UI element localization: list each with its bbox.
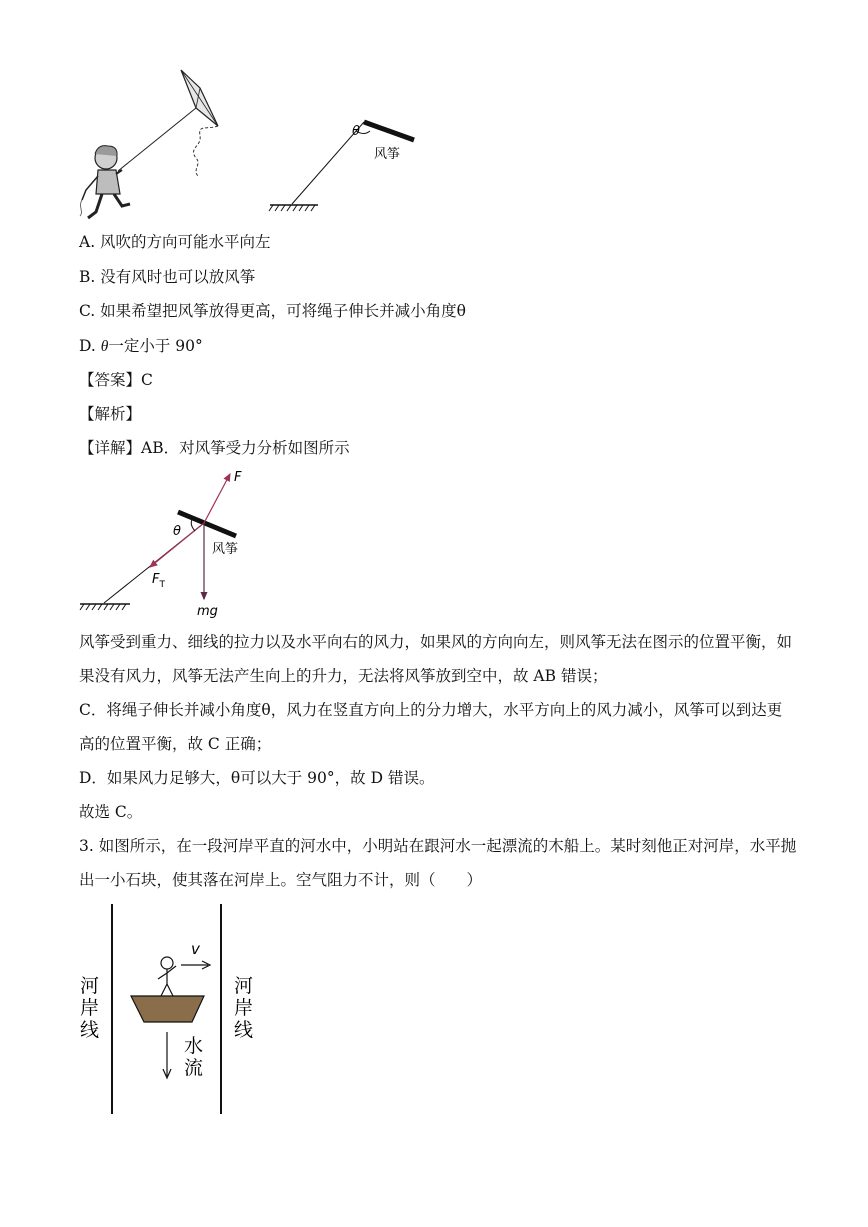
- flow-char-1: 水: [184, 1035, 204, 1057]
- force-diagram: [74, 465, 274, 625]
- label-FT: [152, 572, 165, 590]
- answer: 【答案】C: [79, 371, 153, 389]
- explanation-p2-line2: 高的位置平衡，故 C 正确；: [79, 735, 272, 753]
- river-figure: [74, 902, 274, 1118]
- kite-label: 风筝: [374, 147, 401, 162]
- velocity-label: v: [191, 940, 200, 958]
- question3-line1: 3. 如图所示，在一段河岸平直的河水中，小明站在跟河水一起漂流的木船上。某时刻他正对河岸，水平抛: [79, 837, 797, 855]
- left-bank-char-3: 线: [80, 1019, 100, 1041]
- label-kite: 风筝: [212, 542, 239, 557]
- explanation-p1-line1: 风筝受到重力、细线的拉力以及水平向右的风力，如果风的方向向左，则风筝无法在图示的位置平衡，如: [79, 633, 793, 651]
- question3-line2: 出一小石块，使其落在河岸上。空气阻力不计，则（ ）: [79, 871, 483, 889]
- boat: [131, 996, 204, 1022]
- left-bank-char-2: 岸: [80, 997, 100, 1019]
- explanation-p3: D．如果风力足够大，θ可以大于 90°，故 D 错误。: [79, 769, 435, 787]
- kite-boy-illustration: [78, 66, 228, 226]
- label-FT-sub: T: [159, 580, 165, 590]
- label-mg: mg: [197, 604, 218, 619]
- option-c: C. 如果希望把风筝放得更高，可将绳子伸长并减小角度θ: [79, 302, 466, 320]
- right-bank-char-3: 线: [234, 1019, 254, 1041]
- option-d-theta: θ: [100, 338, 109, 355]
- theta-label: θ: [352, 124, 360, 139]
- explanation-p2-line1: C．将绳子伸长并减小角度θ，风力在竖直方向上的分力增大，水平方向上的风力减小，风筝可以到达更: [79, 701, 783, 719]
- flow-char-2: 流: [184, 1057, 204, 1079]
- label-F: F: [234, 470, 242, 485]
- kite-bar: [178, 512, 236, 536]
- right-bank-char-1: 河: [234, 975, 254, 997]
- option-d-prefix: D.: [79, 337, 101, 355]
- force-F-arrow: [204, 474, 230, 523]
- kite-bar: [364, 122, 414, 140]
- explanation-p1-line2: 果没有风力，风筝无法产生向上的升力，无法将风筝放到空中，故 AB 错误；: [79, 667, 608, 685]
- label-FT-main: F: [152, 572, 160, 587]
- option-d: [79, 336, 203, 357]
- analysis-heading: 【解析】: [79, 405, 142, 423]
- detail-intro: 【详解】AB．对风筝受力分析如图所示: [79, 439, 350, 457]
- option-b: B. 没有风时也可以放风筝: [79, 268, 256, 286]
- option-a: A. 风吹的方向可能水平向左: [79, 233, 271, 251]
- left-bank-char-1: 河: [80, 975, 100, 997]
- kite-schematic-figure: [264, 110, 424, 216]
- label-theta: θ: [173, 524, 181, 539]
- option-d-rest: 一定小于 90°: [108, 337, 203, 355]
- right-bank-char-2: 岸: [234, 997, 254, 1019]
- conclusion: 故选 C。: [79, 803, 143, 821]
